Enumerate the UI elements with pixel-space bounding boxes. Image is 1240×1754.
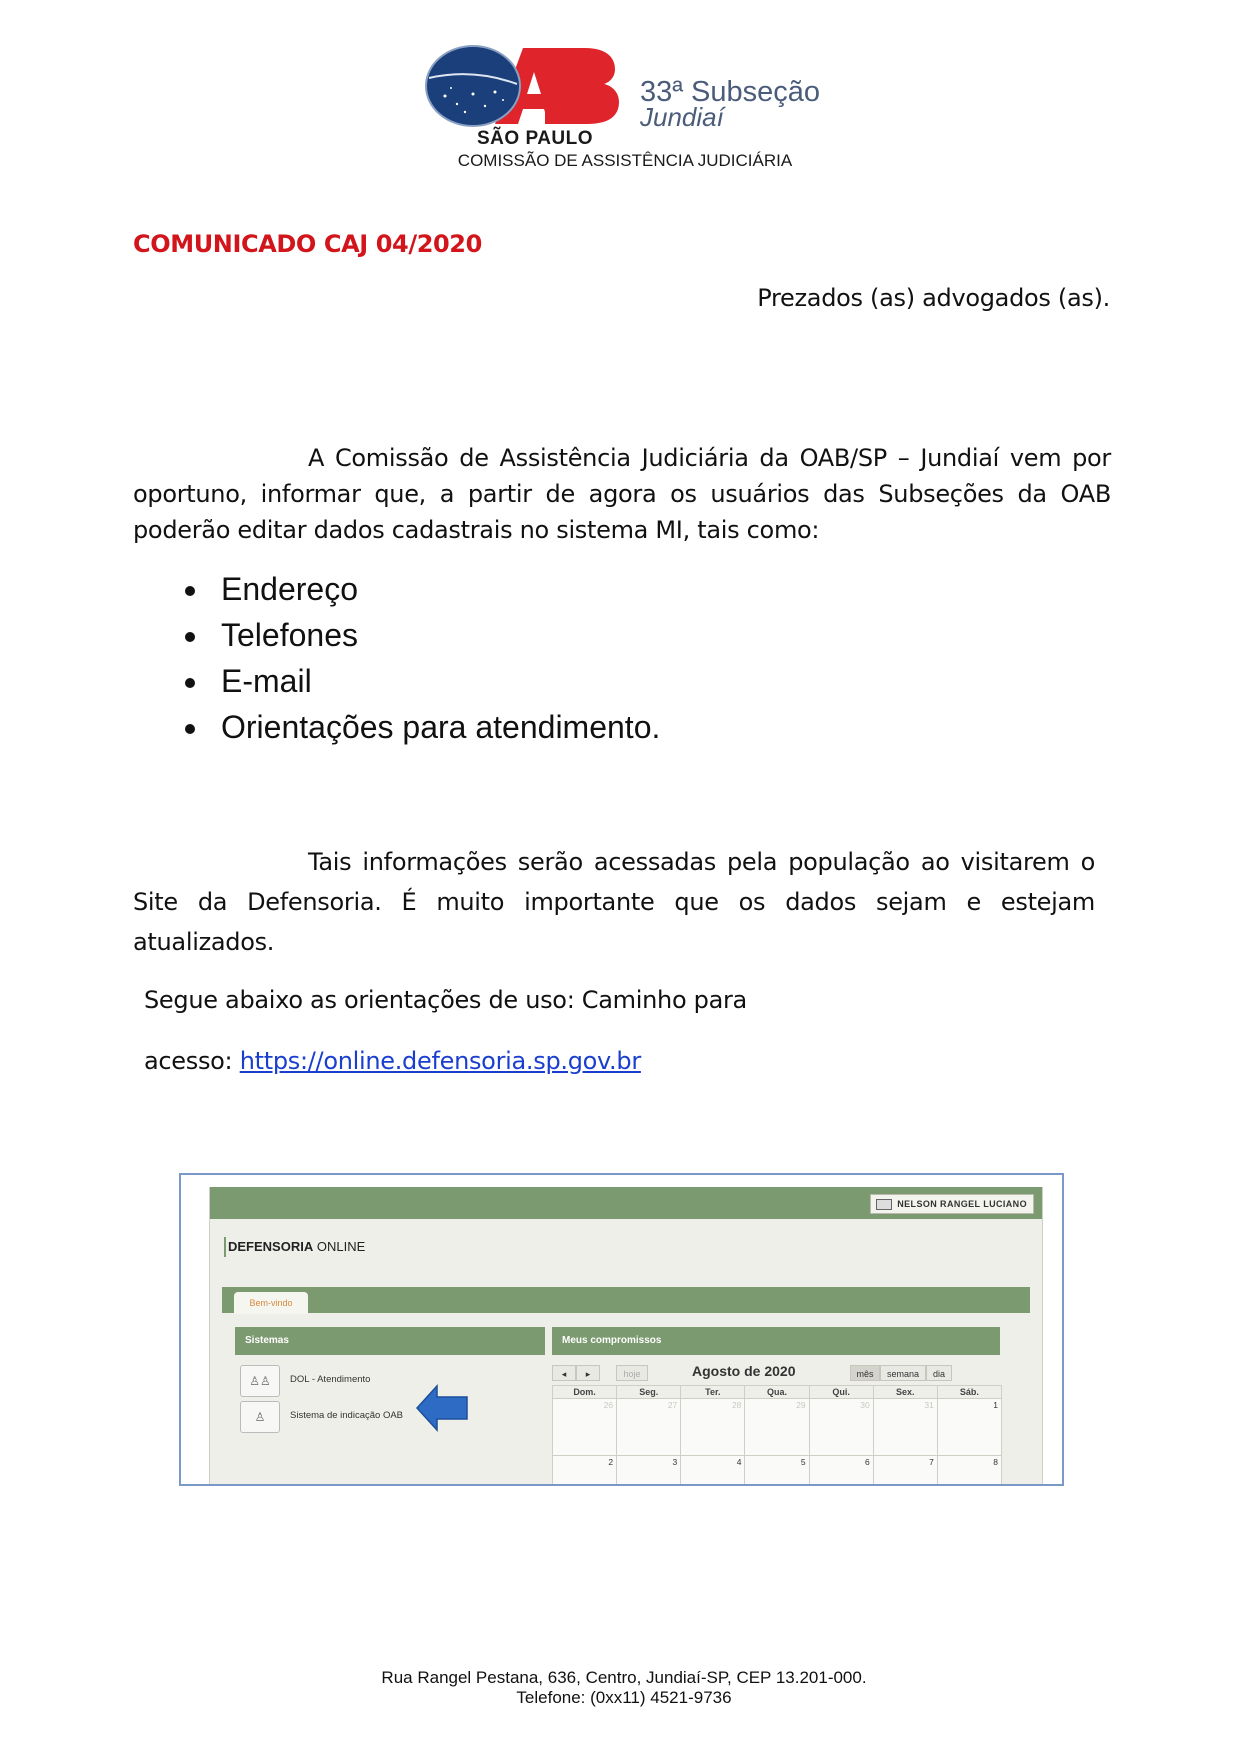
id-card-icon <box>876 1199 892 1210</box>
weekday-label: Qua. <box>745 1386 809 1399</box>
view-month-button[interactable]: mês <box>850 1365 880 1381</box>
user-badge[interactable]: NELSON RANGEL LUCIANO <box>870 1194 1034 1214</box>
view-week-button[interactable]: semana <box>880 1365 926 1381</box>
pointer-arrow-icon <box>415 1383 471 1433</box>
tabs-bar <box>222 1287 1030 1313</box>
calendar-day-cell[interactable]: 4 <box>681 1456 745 1487</box>
prev-month-button[interactable]: ◂ <box>552 1365 576 1381</box>
app-title: DEFENSORIA ONLINE <box>224 1237 365 1257</box>
state-label: SÃO PAULO <box>477 128 594 149</box>
view-day-button[interactable]: dia <box>926 1365 952 1381</box>
list-item: Orientações para atendimento. <box>185 704 660 750</box>
system-item-dol[interactable]: ♙♙ DOL - Atendimento <box>240 1365 540 1399</box>
calendar-day-cell[interactable]: 26 <box>553 1399 617 1456</box>
paragraph-2: Tais informações serão acessadas pela população ao visitarem o Site da Defensoria. É muito importante que os dados sejam e estejam atualizados. <box>133 848 1095 956</box>
calendar-week-row <box>553 1399 1002 1456</box>
list-item: Endereço <box>185 566 660 612</box>
app-topbar <box>210 1187 1042 1219</box>
defensoria-app <box>209 1187 1043 1486</box>
subsecao-line1: 33ª Subseção <box>640 76 821 108</box>
footer-phone: Telefone: (0xx11) 4521-9736 <box>516 1688 732 1707</box>
document-title: COMUNICADO CAJ 04/2020 <box>133 230 482 258</box>
instructions-line: Segue abaixo as orientações de uso: Caminho para <box>144 986 747 1014</box>
system-item-indicacao-oab[interactable]: ♙ Sistema de indicação OAB <box>240 1401 540 1435</box>
calendar-day-cell[interactable]: 31 <box>873 1399 937 1456</box>
calendar-day-cell[interactable]: 1 <box>937 1399 1001 1456</box>
calendar-week-row <box>553 1456 1002 1487</box>
next-month-button[interactable]: ▸ <box>576 1365 600 1381</box>
calendar-day-cell[interactable]: 30 <box>809 1399 873 1456</box>
systems-heading: Sistemas <box>235 1327 545 1355</box>
app-title-bar <box>210 1219 1042 1272</box>
access-line: acesso: https://online.defensoria.sp.gov.br <box>144 1047 641 1075</box>
footer <box>0 1668 1240 1708</box>
weekday-label: Qui. <box>809 1386 873 1399</box>
today-button[interactable]: hoje <box>616 1365 648 1381</box>
tab-bem-vindo[interactable]: Bem-vindo <box>234 1292 308 1314</box>
calendar-toolbar <box>552 1362 1000 1384</box>
paragraph-1: A Comissão de Assistência Judiciária da OAB/SP – Jundiaí vem por oportuno, informar que, a partir de agora os usuários das Subseções da OAB poderão editar dados cadastrais no sistema MI, tais como: <box>133 444 1111 544</box>
calendar-month-title: Agosto de 2020 <box>692 1363 796 1379</box>
weekday-label: Dom. <box>553 1386 617 1399</box>
calendar-day-cell[interactable]: 8 <box>937 1456 1001 1487</box>
weekday-header-row <box>553 1386 1002 1399</box>
calendar-day-cell[interactable]: 27 <box>617 1399 681 1456</box>
calendar-day-cell[interactable]: 2 <box>553 1456 617 1487</box>
weekday-label: Ter. <box>681 1386 745 1399</box>
weekday-label: Sáb. <box>937 1386 1001 1399</box>
defensoria-screenshot <box>179 1173 1064 1486</box>
commission-name: COMISSÃO DE ASSISTÊNCIA JUDICIÁRIA <box>457 151 793 170</box>
calendar-day-cell[interactable]: 5 <box>745 1456 809 1487</box>
calendar-grid <box>552 1385 1002 1486</box>
greeting: Prezados (as) advogados (as). <box>757 284 1110 312</box>
list-item: Telefones <box>185 612 660 658</box>
calendar-day-cell[interactable]: 29 <box>745 1399 809 1456</box>
weekday-label: Seg. <box>617 1386 681 1399</box>
footer-address: Rua Rangel Pestana, 636, Centro, Jundiaí-SP, CEP 13.201-000. <box>381 1668 867 1687</box>
defensoria-link[interactable]: https://online.defensoria.sp.gov.br <box>239 1047 641 1075</box>
oab-logo-icon <box>425 44 635 128</box>
calendar-day-cell[interactable]: 6 <box>809 1456 873 1487</box>
editable-fields-list <box>185 566 660 750</box>
person-document-icon: ♙ <box>240 1401 280 1433</box>
weekday-label: Sex. <box>873 1386 937 1399</box>
calendar-day-cell[interactable]: 28 <box>681 1399 745 1456</box>
subsecao-line2: Jundiaí <box>640 102 724 132</box>
people-icon: ♙♙ <box>240 1365 280 1397</box>
calendar-day-cell[interactable]: 3 <box>617 1456 681 1487</box>
appointments-heading: Meus compromissos <box>552 1327 1000 1355</box>
list-item: E-mail <box>185 658 660 704</box>
calendar-day-cell[interactable]: 7 <box>873 1456 937 1487</box>
